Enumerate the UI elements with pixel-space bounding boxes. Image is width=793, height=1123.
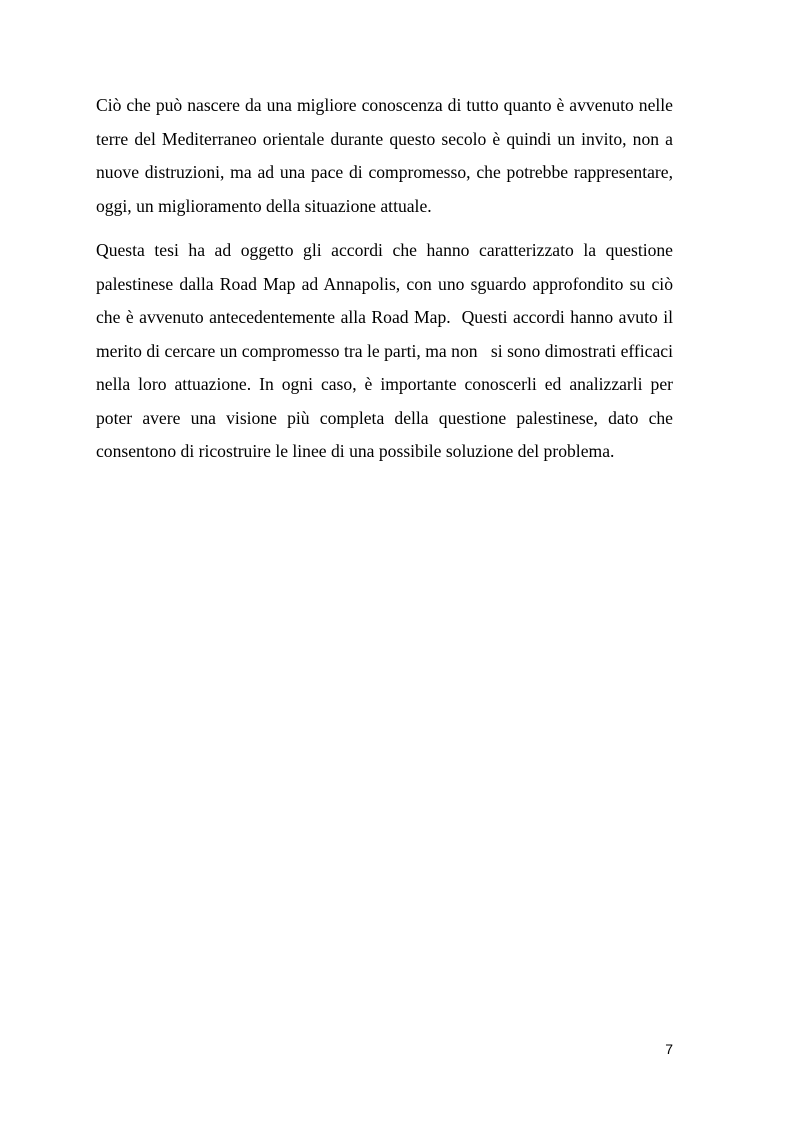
body-text [96,89,678,480]
paragraph-1: Ciò che può nascere da una migliore conoscenza di tutto quanto è avvenuto nelle terre del Mediterraneo orientale durante questo secolo è quindi un invito, non a nuove distruzioni, ma ad una pace di compromesso, che potrebbe rappresentare, oggi, un miglioramento della situazione attuale. [96,95,678,216]
paragraph-2: Questa tesi ha ad oggetto gli accordi che hanno caratterizzato la questione palestinese dalla Road Map ad Annapolis, con uno sguardo approfondito su ciò che è avvenuto antecedentemente alla Road Map. Questi accordi hanno avuto il merito di cercare un compromesso tra le parti, ma non si sono dimostrati efficaci nella loro attuazione. In ogni caso, è importante conoscerli ed analizzarli per poter avere una visione più completa della questione palestinese, dato che consentono di ricostruire le linee di una possibile soluzione del problema. [96,240,678,461]
page-number: 7 [665,1041,673,1057]
